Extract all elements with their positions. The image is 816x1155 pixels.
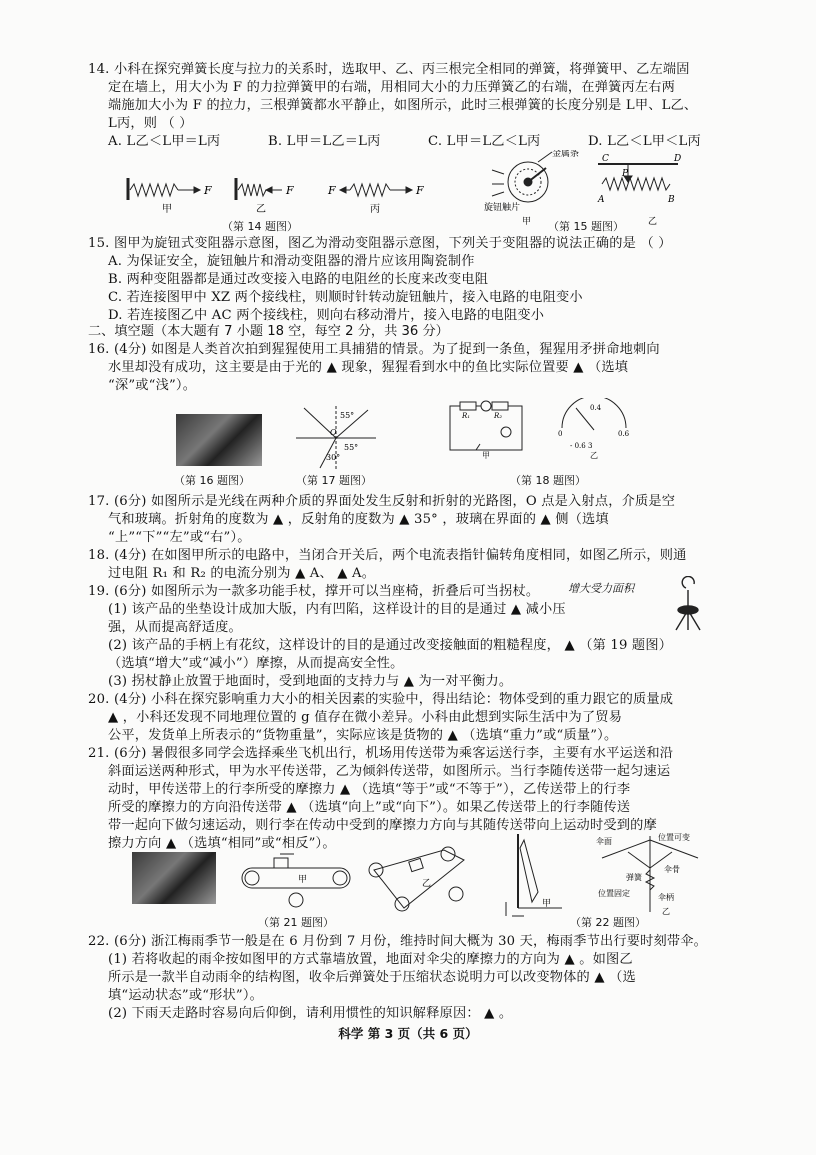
q19-line-2: (1) 该产品的坐垫设计成加大版，内有凹陷，这样设计的目的是通过 ▲ 减小压 <box>108 602 566 617</box>
q22-line-4: 填“运动状态”或“形状”）。 <box>108 988 264 1003</box>
svg-text:R₂: R₂ <box>494 412 503 420</box>
q19-line-6: (3) 拐杖静止放置于地面时，受到地面的支持力与 ▲ 为一对平衡力。 <box>108 674 513 689</box>
svg-text:55°: 55° <box>344 443 359 452</box>
q18-circuit-figure <box>440 398 530 460</box>
q18-caption: （第 18 题图） <box>510 474 586 487</box>
q16-line-2: 水里却没有成功，这主要是由于光的 ▲ 现象，猩猩看到水中的鱼比实际位置要 ▲ （选填 <box>108 360 629 375</box>
q15-option-a: A. 为保证安全，旋钮触片和滑动变阻器的滑片应该用陶瓷制作 <box>108 254 475 269</box>
q18-line-2: 过电阻 R₁ 和 R₂ 的电流分别为 ▲ A、 ▲ A。 <box>108 566 376 581</box>
q16-line-1: 16. (4分) 如图是人类首次拍到猩猩使用工具捕猎的情景。为了捉到一条鱼，猩猩用矛拼命地刺向 <box>88 342 660 357</box>
q19-cane-figure <box>668 576 708 632</box>
q15-option-d: D. 若连接图乙中 AC 两个接线柱，则向右移动滑片，接入电路的电阻变小 <box>108 308 545 323</box>
q20-line-3: 公平，发货单上所表示的“货物重量”，实际应该是货物的 ▲ （选填“重力”或“质量”）。 <box>108 728 618 743</box>
q21-belt-jia-figure <box>238 846 354 910</box>
section-2-heading: 二、填空题（本大题有 7 小题 18 空，每空 2 分，共 36 分） <box>88 324 449 339</box>
q21-photo <box>132 852 216 904</box>
q19-line-1: 19. (6分) 如图所示为一款多功能手杖，撑开可以当座椅，折叠后可当拐杖。 <box>88 584 540 599</box>
q14-line-2: 定在墙上，用大小为 F 的力拉弹簧甲的右端，用相同大小的力压弹簧乙的右端，在弹簧丙左右两 <box>108 80 676 95</box>
q18-line-1: 18. (4分) 在如图甲所示的电路中，当闭合开关后，两个电流表指针偏转角度相同，如图乙所示，则通 <box>88 548 687 563</box>
q14-option-d: D. L乙＜L甲＜L丙 <box>588 134 701 149</box>
q21-line-5: 带一起向下做匀速运动，则行李在传动中受到的摩擦力方向与其随传送带向上运动时受到的摩 <box>108 818 657 833</box>
svg-text:F: F <box>286 184 294 197</box>
svg-text:B: B <box>668 195 675 205</box>
q15-option-b: B. 两种变阻器都是通过改变接入电路的电阻丝的长度来改变电阻 <box>108 272 489 287</box>
q16-photo <box>176 414 262 466</box>
q16-caption: （第 16 题图） <box>174 474 250 487</box>
svg-text:A: A <box>598 195 605 205</box>
svg-text:0.6: 0.6 <box>618 430 630 438</box>
svg-text:O: O <box>330 428 337 437</box>
svg-text:F: F <box>416 184 424 197</box>
svg-text:P: P <box>622 169 629 179</box>
q21-line-4: 所受的摩擦力的方向沿传送带 ▲ （选填“向上”或“向下”）。如果乙传送带上的行李随传送 <box>108 800 631 815</box>
q21-belt-yi-figure <box>364 846 474 914</box>
q22-fig-label-jia: 甲 <box>542 899 552 909</box>
svg-text:R₁: R₁ <box>462 412 471 420</box>
q21-fig-label-yi: 乙 <box>422 879 432 889</box>
q15-option-c: C. 若连接图甲中 XZ 两个接线柱，则顺时针转动旋钮触片，接入电路的电阻变小 <box>108 290 583 305</box>
svg-text:0.4: 0.4 <box>590 404 602 412</box>
q15-label-yi: 乙 <box>648 217 658 227</box>
svg-text:- 0.6 3: - 0.6 3 <box>570 442 593 450</box>
q14-springs-figure <box>118 170 438 220</box>
q21-caption: （第 21 题图） <box>258 916 334 929</box>
q19-line-3: 强，从而提高舒适度。 <box>108 620 242 635</box>
q22-label-variable: 位置可变 <box>658 833 690 842</box>
q22-fig-label-yi: 乙 <box>662 907 670 916</box>
q17-line-2: 气和玻璃。折射角的度数为 ▲ ，反射角的度数为 ▲ 35° ，玻璃在界面的 ▲ 侧（选填 <box>108 512 609 527</box>
svg-text:0: 0 <box>558 430 563 438</box>
page-footer: 科学 第 3 页（共 6 页） <box>338 1026 478 1041</box>
q22-label-canopy: 伞面 <box>596 837 612 846</box>
q20-line-1: 20. (4分) 小科在探究影响重力大小的相关因素的实验中，得出结论：物体受到的重力跟它的质量成 <box>88 692 674 707</box>
q15-caption: （第 15 题图） <box>548 220 624 233</box>
q22-line-5: (2) 下雨天走路时容易向后仰倒，请利用惯性的知识解释原因： ▲ 。 <box>108 1006 513 1021</box>
q14-line-3: 端施加大小为 F 的拉力，三根弹簧都水平静止，如图所示，此时三根弹簧的长度分别是 L甲、L乙、 <box>108 98 698 113</box>
svg-text:甲: 甲 <box>482 451 490 460</box>
svg-text:D: D <box>674 154 682 164</box>
q22-line-2: (1) 若将收起的雨伞按如图甲的方式靠墙放置，地面对伞尖的摩擦力的方向为 ▲ 。如图乙 <box>108 952 633 967</box>
svg-text:乙: 乙 <box>590 451 598 460</box>
q20-line-2: ▲ ，小科还发现不同地理位置的 g 值存在微小差异。小科由此想到实际生活中为了贸易 <box>108 710 623 725</box>
q22-label-rib: 伞骨 <box>664 865 680 874</box>
q15-label-metal: 金属条 <box>552 150 580 159</box>
q19-handwriting: 增大受力面积 <box>568 582 634 595</box>
q21-line-6: 擦力方向 ▲ （选填“相同”或“相反”）。 <box>108 836 336 851</box>
q22-label-handle: 伞柄 <box>658 893 674 902</box>
q14-fig-label-jia: 甲 <box>162 204 172 215</box>
q15-label-knob: 旋钮触片 <box>484 203 521 213</box>
svg-text:55°: 55° <box>340 411 355 420</box>
svg-text:30°: 30° <box>326 453 341 462</box>
q21-line-1: 21. (6分) 暑假很多同学会选择乘坐飞机出行，机场用传送带为乘客运送行李，主要有水平运送和沿 <box>88 746 674 761</box>
q17-line-3: “上”“下”“左”或“右”）。 <box>108 530 251 545</box>
q22-label-fixed: 位置固定 <box>598 889 630 898</box>
q21-line-2: 斜面运送两种形式，甲为水平传送带，乙为倾斜传送带，如图所示。当行李随传送带一起匀速运 <box>108 764 671 779</box>
q14-caption: （第 14 题图） <box>222 220 298 233</box>
svg-text:F: F <box>328 184 336 197</box>
q14-option-c: C. L甲＝L乙＜L丙 <box>428 134 541 149</box>
svg-text:C: C <box>602 154 609 164</box>
q14-line-4: L丙，则 （ ） <box>108 116 193 131</box>
q15-line-1: 15. 图甲为旋钮式变阻器示意图，图乙为滑动变阻器示意图，下列关于变阻器的说法正确的是 （ ） <box>88 236 672 251</box>
q21-line-3: 动时，甲传送带上的行李所受的摩擦力 ▲ （选填“等于”或“不等于”），乙传送带上的行李 <box>108 782 631 797</box>
q22-umbrella-jia-figure <box>502 832 574 918</box>
q22-label-spring: 弹簧 <box>626 873 642 882</box>
q14-option-b: B. L甲＝L乙＝L丙 <box>268 134 381 149</box>
q22-caption: （第 22 题图） <box>570 916 646 929</box>
q14-line-1: 14. 小科在探究弹簧长度与拉力的关系时，选取甲、乙、丙三根完全相同的弹簧，将弹簧甲、乙左端固 <box>88 62 690 77</box>
q21-fig-label-jia: 甲 <box>298 875 308 885</box>
q16-line-3: “深”或“浅”）。 <box>108 378 197 393</box>
q17-caption: （第 17 题图） <box>296 474 372 487</box>
q14-fig-label-yi: 乙 <box>256 204 266 215</box>
q17-light-figure <box>290 402 380 472</box>
svg-text:F: F <box>204 184 212 197</box>
q14-fig-label-bing: 丙 <box>370 204 380 215</box>
q19-line-4: (2) 该产品的手柄上有花纹，这样设计的目的是通过改变接触面的粗糙程度， ▲ （第 19 题图） <box>108 638 673 653</box>
q22-line-3: 所示是一款半自动雨伞的结构图，收伞后弹簧处于压缩状态说明力可以改变物体的 ▲ （选 <box>108 970 636 985</box>
q15-label-jia: 甲 <box>522 217 532 227</box>
q22-line-1: 22. (6分) 浙江梅雨季节一般是在 6 月份到 7 月份，维持时间大概为 30 天，梅雨季节出行要时刻带伞。 <box>88 934 708 949</box>
q22-umbrella-yi-figure <box>592 832 708 918</box>
q14-option-a: A. L乙＜L甲＝L丙 <box>108 134 221 149</box>
q17-line-1: 17. (6分) 如图所示是光线在两种介质的界面处发生反射和折射的光路图，O 点是入射点，介质是空 <box>88 494 676 509</box>
q15-rheostat-figure <box>478 150 698 230</box>
q19-line-5: （选填“增大”或“减小”）摩擦，从而提高安全性。 <box>108 656 404 671</box>
q18-ammeter-figure <box>554 398 634 460</box>
